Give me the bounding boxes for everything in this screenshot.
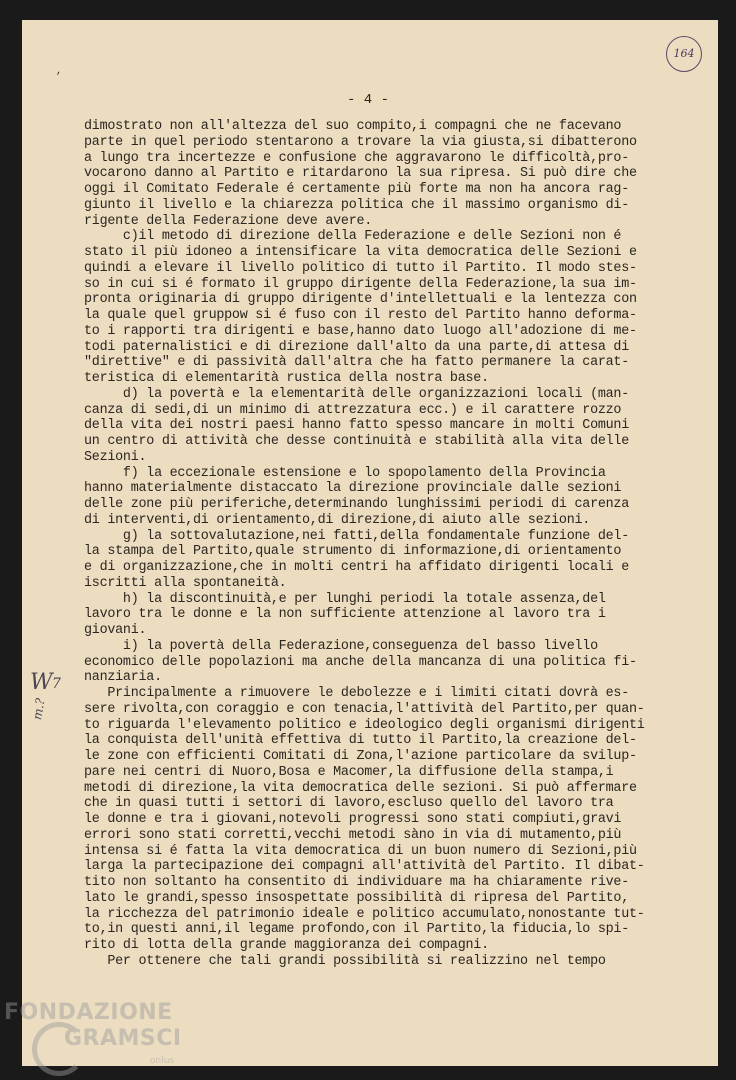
margin-note-number: 7 <box>52 676 61 692</box>
archive-number-stamp: 164 <box>666 36 702 72</box>
text-line: parte in quel periodo stentarono a trovare la via giusta,si dibatterono <box>84 134 637 150</box>
text-line: vocarono danno al Partito e ritardarono la sua ripresa. Si può dire che <box>84 166 637 182</box>
text-line: hanno materialmente distaccato la direzione provinciale dalle sezioni <box>84 481 622 497</box>
text-line: "direttive" e di passività dall'altra che ha fatto permanere la carat- <box>84 355 629 371</box>
text-line: la quale quel gruppow si é fuso con il resto del Partito hanno deforma- <box>84 308 637 323</box>
text-line: metodi di direzione,la vita democratica delle sezioni. Si può affermare <box>84 780 637 796</box>
text-line: tito non soltanto ha consentito di individuare ma ha chiaramente rive- <box>84 875 629 890</box>
text-line: canza di sedi,di un minimo di attrezzatura ecc.) e il carattere rozzo <box>84 402 622 418</box>
text-line: f) la eccezionale estensione e lo spopolamento della Provincia <box>84 465 606 481</box>
text-line: teristica di elementarità rustica della nostra base. <box>84 371 489 386</box>
text-line: h) la discontinuità,e per lunghi periodi la totale assenza,del <box>84 591 606 607</box>
watermark-logo <box>4 1000 194 1076</box>
text-line: stato il più idoneo a intensificare la vita democratica delle Sezioni e <box>84 245 637 260</box>
page-number: - 4 - <box>346 92 389 108</box>
text-line: dimostrato non all'altezza del suo compito,i compagni che ne facevano <box>84 119 622 134</box>
text-line: rito di lotta della grande maggioranza dei compagni. <box>84 938 489 953</box>
text-line: oggi il Comitato Federale é certamente più forte ma non ha ancora rag- <box>84 182 629 197</box>
text-line: che in quasi tutti i settori di lavoro,escluso quello del lavoro tra <box>84 796 614 812</box>
text-line: Sezioni. <box>84 449 147 465</box>
watermark-line1: FONDAZIONE <box>4 1000 173 1025</box>
text-line: giunto il livello e la chiarezza politica che il massimo organismo di- <box>84 197 629 213</box>
text-line: g) la sottovalutazione,nei fatti,della fondamentale funzione del- <box>84 528 629 544</box>
text-line: nanziaria. <box>84 670 162 686</box>
text-line: iscritti alla spontaneità. <box>84 575 287 591</box>
text-line: delle zone più periferiche,determinando lunghissimi periodi di carenza <box>84 497 629 512</box>
text-line: quindi a elevare il livello politico di tutto il Partito. Il modo stes- <box>84 260 637 276</box>
text-line: to i rapporti tra dirigenti e base,hanno dato luogo all'adozione di me- <box>84 323 637 339</box>
text-line: so in cui si é formato il gruppo dirigente della Federazione,la sua im- <box>84 276 637 292</box>
text-line: e di organizzazione,che in molti centri ha affidato dirigenti locali e <box>84 560 629 575</box>
text-line: giovani. <box>84 623 147 638</box>
handwritten-margin-note <box>28 666 64 728</box>
text-line: pronta originaria di gruppo dirigente d'intellettuali e la lentezza con <box>84 292 637 308</box>
text-line: la ricchezza del patrimonio ideale e politico accumulato,nonostante tut- <box>84 906 645 922</box>
text-line: le zone con efficienti Comitati di Zona,l'azione particolare da svilup- <box>84 749 637 764</box>
text-line: to,in questi anni,il legame profondo,con il Partito,la fiducia,lo spi- <box>84 922 629 938</box>
text-line: di interventi,di orientamento,di direzione,di aiuto alle sezioni. <box>84 512 591 528</box>
text-line: lavoro tra le donne e la non sufficiente attenzione al lavoro tra i <box>84 607 606 623</box>
text-line: rigente della Federazione deve avere. <box>84 213 373 229</box>
text-line: errori sono stati corretti,vecchi metodi sàno in via di mutamento,più <box>84 827 622 843</box>
stray-ink-mark: , <box>56 66 63 77</box>
margin-note-abbrev: m.? <box>30 697 48 721</box>
text-line: economico delle popolazioni ma anche della mancanza di una politica fi- <box>84 654 637 670</box>
text-line: le donne e tra i giovani,notevoli progressi sono stati compiuti,gravi <box>84 812 622 827</box>
text-line: pare nei centri di Nuoro,Bosa e Macomer,la diffusione della stampa,i <box>84 764 614 780</box>
text-line: Principalmente a rimuovere le debolezze e i limiti citati dovrà es- <box>84 686 629 701</box>
text-line: i) la povertà della Federazione,conseguenza del basso livello <box>84 638 598 654</box>
watermark-line2: GRAMSCI <box>64 1026 182 1051</box>
text-line: a lungo tra incertezze e confusione che aggravarono le difficoltà,pro- <box>84 150 629 166</box>
watermark-line3: onlus <box>150 1056 175 1066</box>
text-line: lato le grandi,spesso insospettate possibilità di ripresa del Partito, <box>84 890 629 906</box>
text-line: la stampa del Partito,quale strumento di informazione,di orientamento <box>84 544 622 560</box>
margin-note-letter: W <box>30 670 53 695</box>
text-line: d) la povertà e la elementarità delle organizzazioni locali (man- <box>84 386 629 402</box>
text-line: Per ottenere che tali grandi possibilità si realizzino nel tempo <box>84 953 606 969</box>
text-line: c)il metodo di direzione della Federazione e delle Sezioni non é <box>84 229 622 245</box>
text-line: to riguarda l'elevamento politico e ideologico degli organismi dirigenti <box>84 717 645 733</box>
text-line: sere rivolta,con coraggio e con tenacia,l'attività del Partito,per quan- <box>84 701 645 717</box>
text-line: la conquista dell'unità effettiva di tutto il Partito,la creazione del- <box>84 733 637 749</box>
text-line: larga la partecipazione dei compagni all'attività del Partito. Il dibat- <box>84 859 645 875</box>
text-line: un centro di attività che desse continuità e stabilità alla vita delle <box>84 434 629 449</box>
text-line: todi paternalistici e di direzione dall'alto da una parte,di attesa di <box>84 339 629 355</box>
text-line: intensa si é fatta la vita democratica di un buon numero di Sezioni,più <box>84 843 637 859</box>
text-line: della vita dei nostri paesi hanno fatto spesso mancare in molti Comuni <box>84 418 629 434</box>
